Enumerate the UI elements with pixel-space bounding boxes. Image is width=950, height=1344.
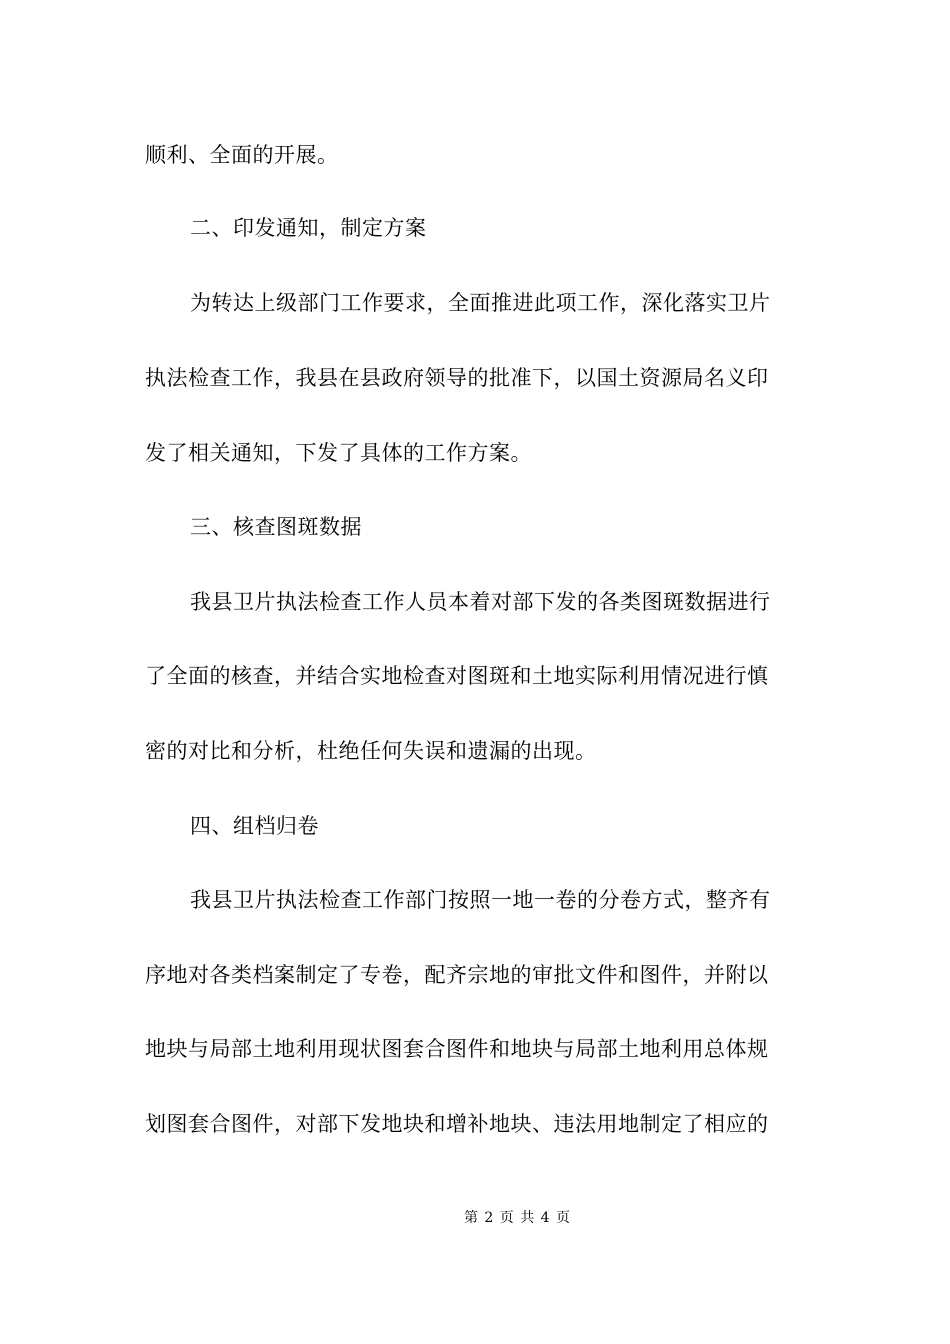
paragraph-line: 为转达上级部门工作要求，全面推进此项工作，深化落实卫片 xyxy=(190,291,771,315)
section-heading-4: 四、组档归卷 xyxy=(190,814,319,838)
paragraph-line: 我县卫片执法检查工作人员本着对部下发的各类图斑数据进行 xyxy=(190,590,771,614)
paragraph-line: 发了相关通知，下发了具体的工作方案。 xyxy=(145,441,532,465)
paragraph-line: 我县卫片执法检查工作部门按照一地一卷的分卷方式，整齐有 xyxy=(190,888,771,912)
paragraph-line: 序地对各类档案制定了专卷，配齐宗地的审批文件和图件，并附以 xyxy=(145,963,769,987)
section-heading-3: 三、核查图斑数据 xyxy=(190,515,362,539)
paragraph-line: 执法检查工作，我县在县政府领导的批准下，以国土资源局名义印 xyxy=(145,366,769,390)
page-number: 第 2 页 共 4 页 xyxy=(463,1210,572,1226)
paragraph-line: 顺利、全面的开展。 xyxy=(145,143,339,167)
paragraph-line: 地块与局部土地利用现状图套合图件和地块与局部土地利用总体规 xyxy=(145,1037,769,1061)
paragraph-line: 密的对比和分析，杜绝任何失误和遗漏的出现。 xyxy=(145,739,597,763)
paragraph-line: 了全面的核查，并结合实地检查对图斑和土地实际利用情况进行慎 xyxy=(145,664,769,688)
section-heading-2: 二、印发通知，制定方案 xyxy=(190,216,427,240)
paragraph-line: 划图套合图件，对部下发地块和增补地块、违法用地制定了相应的 xyxy=(145,1112,769,1136)
page-footer xyxy=(0,1208,950,1228)
